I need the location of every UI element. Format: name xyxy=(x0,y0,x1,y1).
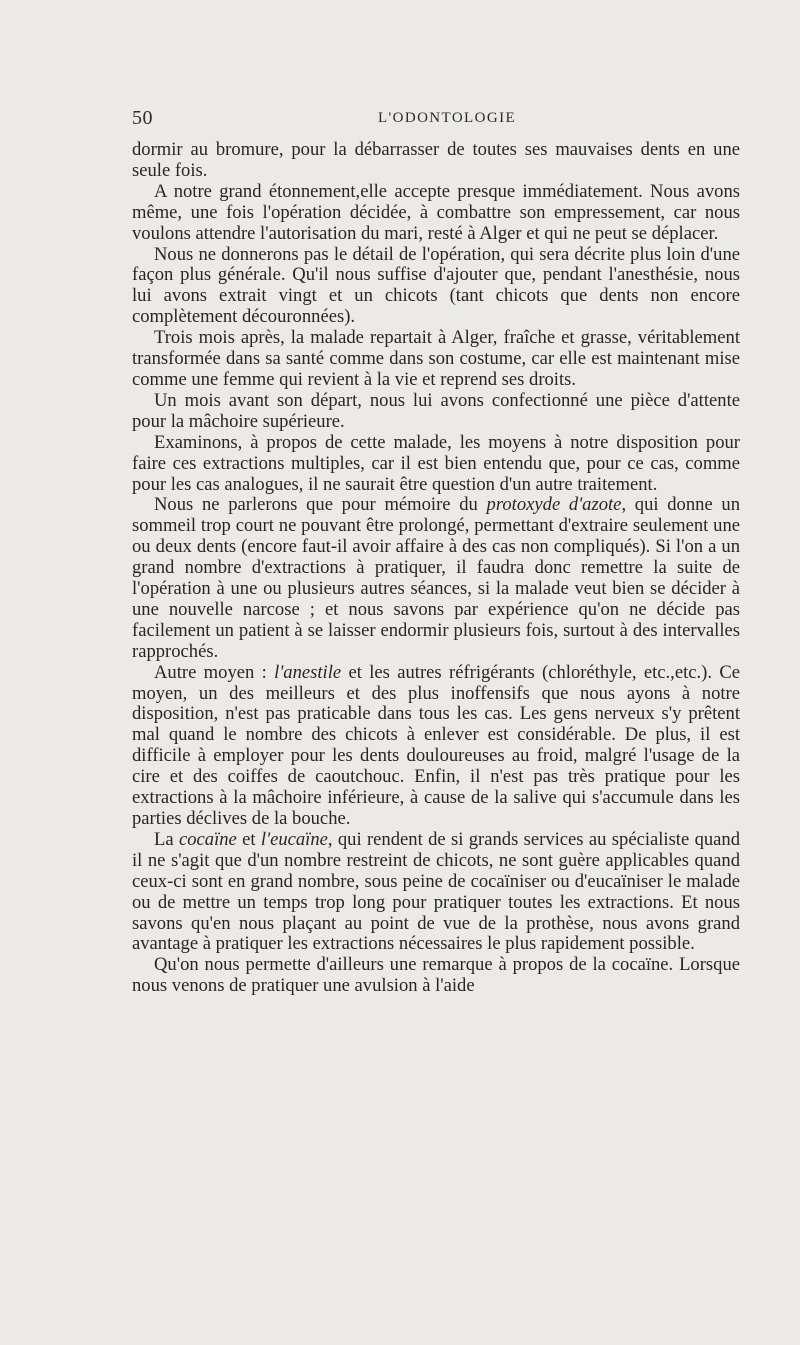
body-text xyxy=(132,140,740,997)
paragraph xyxy=(132,830,740,955)
paragraph xyxy=(132,433,740,496)
paragraph xyxy=(132,140,740,182)
text-run: dormir au bromure, pour la débarrasser de toutes ses mauvaises dents en une seule fois. xyxy=(132,139,740,181)
paragraph xyxy=(132,955,740,997)
running-head xyxy=(132,106,740,130)
text-run: , qui rendent de si grands services au spécialiste quand il ne s'agit que d'un nombre restreint de chicots, ne sont guère applicables quand ceux-ci sont en grand nombre, sous peine de cocaïniser ou d'eucaïniser le malade ou de mettre un temps trop long pour pratiquer toutes les extractions. Et nous savons qu'en nous plaçant au point de vue de la prothèse, nous avons grand avantage à pratiquer les extractions nécessaires le plus rapidement possible. xyxy=(132,828,741,955)
text-run: A notre grand étonnement,elle accepte presque immédiatement. Nous avons même, une fois l'opération décidée, à combattre son empressement, car nous voulons attendre l'autorisation du mari, resté à Alger et qui ne peut se déplacer. xyxy=(132,180,740,244)
text-run: Trois mois après, la malade repartait à Alger, fraîche et grasse, véritablement transformée dans sa santé comme dans son costume, car elle est maintenant mise comme une femme qui revient à la vie et reprend ses droits. xyxy=(132,327,740,390)
text-run: Nous ne donnerons pas le détail de l'opération, qui sera décrite plus loin d'une façon plus générale. Qu'il nous suffise d'ajouter que, pendant l'anesthésie, nous lui avons extrait vingt et un chicots (tant chicots que dents non encore complètement découronnées). xyxy=(132,243,740,328)
text-run: Qu'on nous permette d'ailleurs une remarque à propos de la cocaïne. Lorsque nous venons de pratiquer une avulsion à l'aide xyxy=(132,954,740,997)
text-run: et les autres réfrigérants (chloréthyle, etc.,etc.). Ce moyen, un des meilleurs et des plus inoffensifs que nous ayons à notre disposition, n'est pas praticable dans tous les cas. Les gens nerveux s'y prêtent mal quand le nombre des chicots à enlever est considérable. De plus, il est difficile à employer pour les dents douloureuses au froid, malgré l'usage de la cire et des coiffes de caoutchouc. Enfin, il n'est pas très pratique pour les extractions à la mâchoire inférieure, à cause de la salive qui s'accumule dans les parties déclives de la bouche. xyxy=(132,661,740,829)
paragraph xyxy=(132,328,740,391)
paragraph xyxy=(132,663,740,830)
text-run: Nous ne parlerons que pour mémoire du xyxy=(154,494,487,516)
paragraph xyxy=(132,391,740,433)
journal-title: L'ODONTOLOGIE xyxy=(377,110,517,126)
text-run: , qui donne un sommeil trop court ne pouvant être prolongé, permettant d'extraire seulement une ou deux dents (encore faut-il avoir affaire à des cas non compliqués). Si l'on a un grand nombre d'extractions à pratiquer, il faudra donc remettre la suite de l'opération à une ou plusieurs autres séances, si la malade veut bien se décider à une nouvelle narcose ; et nous savons par expérience qu'on ne décide pas facilement un patient à se laisser endormir plusieurs fois, surtout à des intervalles rapprochés. xyxy=(132,494,740,662)
text-run: et xyxy=(236,828,261,850)
paragraph xyxy=(132,495,740,662)
text-run: Un mois avant son départ, nous lui avons confectionné une pièce d'attente pour la mâchoire supérieure. xyxy=(132,389,740,432)
italic-term: protoxyde d'azote xyxy=(486,494,622,516)
text-run: La xyxy=(154,828,179,850)
italic-term: l'anestile xyxy=(274,661,342,683)
italic-term: l'eucaïne xyxy=(260,828,328,850)
paragraph xyxy=(132,182,740,245)
text-run: Examinons, à propos de cette malade, les moyens à notre disposition pour faire ces extractions multiples, car il est bien entendu que, pour ce cas, comme pour les cas analogues, il ne saurait être question d'un autre traitement. xyxy=(132,431,740,495)
text-run: Autre moyen : xyxy=(154,661,275,683)
italic-term: cocaïne xyxy=(178,828,237,850)
page-number: 50 xyxy=(132,107,153,129)
paragraph xyxy=(132,245,740,329)
